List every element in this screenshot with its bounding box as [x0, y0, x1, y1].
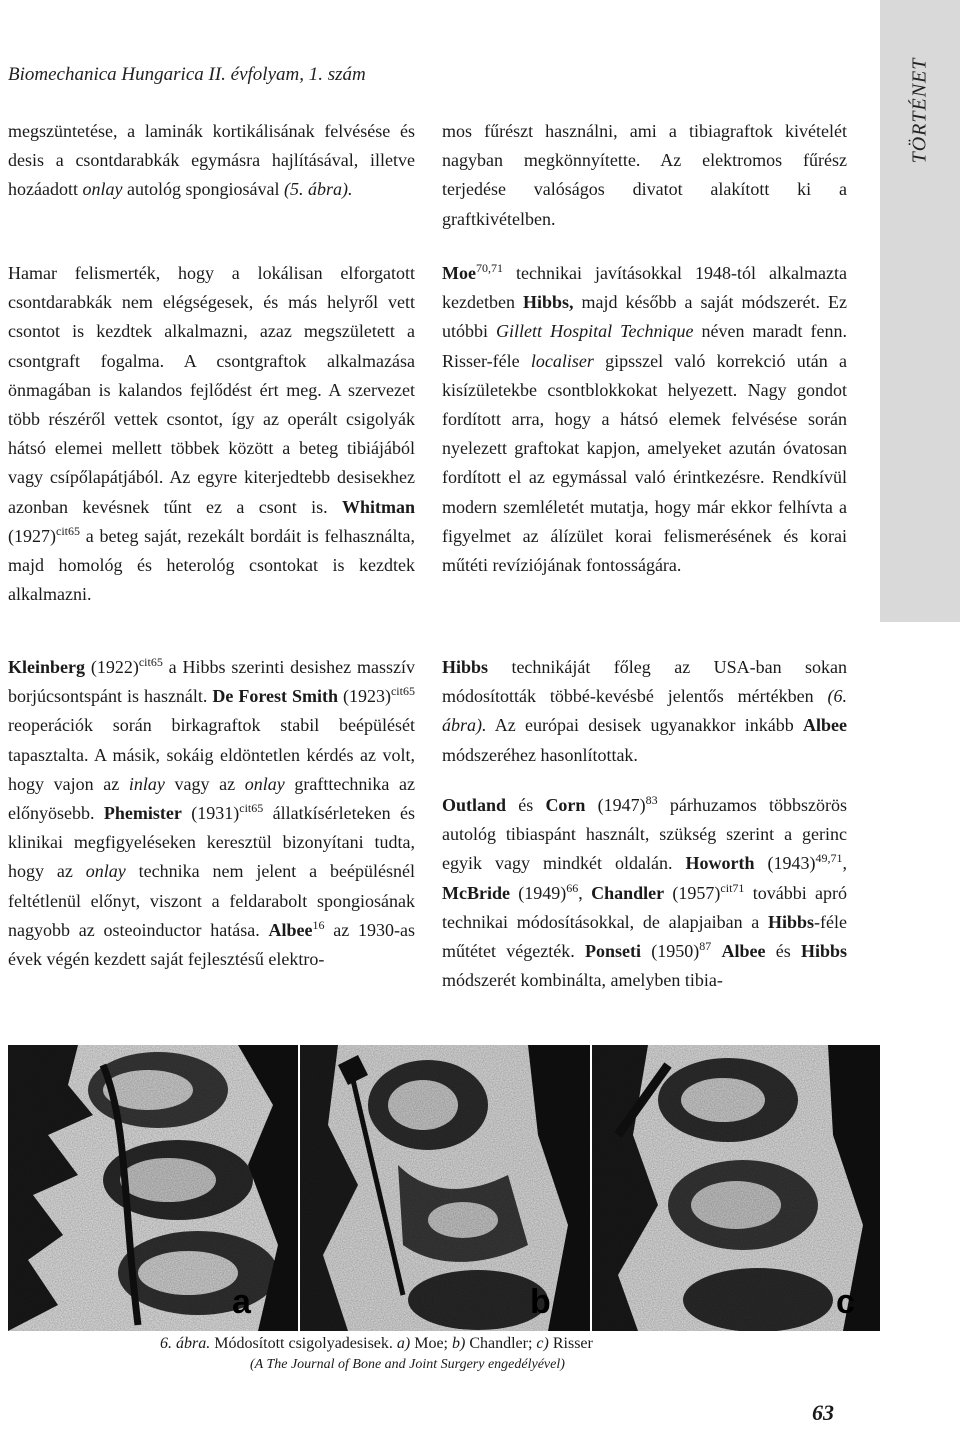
- text-run: Hamar felismerték, hogy a lokálisan elforgatott csontdarabkák nem elégségesek, és más helyről vett csontot is kezdtek alkalmazni, azaz megszületett a csontgraft fogalma. A csontgraftok alkalmazása önmagában is kalandos fejlődést ért meg. A szervezet több részéről vettek csontot, így az operált csigolyák hátsó elemei mellett többek között a beteg tibiájából vagy csípőlapátjából. Az egyre kiterjedtebb desisekhez azonban kevésnek tűnt ez a csont is.: [8, 263, 415, 517]
- bold-text: Albee: [721, 941, 766, 962]
- paragraph: [442, 653, 847, 770]
- bold-text: De Forest Smith: [212, 686, 339, 707]
- text-run: Risser: [548, 1335, 593, 1352]
- bold-text: Hibbs: [442, 657, 489, 677]
- right-column-paragraph-3: [442, 653, 847, 770]
- bold-text: Hibbs: [768, 911, 815, 932]
- text-run: technika nem jelent a beépülésnél feltétlenül előnyt, viszont a feldarabolt spongiosának nagyobb az osteoinductor hatása.: [8, 861, 415, 940]
- citation-superscript: 70,71: [475, 261, 503, 275]
- italic-text: onlay: [82, 179, 123, 200]
- text-run: (1950): [640, 941, 700, 962]
- text-run: és: [765, 941, 801, 962]
- text-run: mos fűrészt használni, ami a tibiagraftok kivételét nagyban megkönnyítette. Az elektromos fűrész terjedése valóságos divatot alakított ki a graftkivételben.: [442, 121, 847, 229]
- text-run: (1931): [181, 803, 240, 824]
- text-run: (1927): [8, 525, 56, 546]
- text-run: vagy az: [164, 773, 245, 794]
- italic-text: c): [536, 1335, 549, 1352]
- text-run: néven maradt fenn. Risser-féle: [442, 321, 847, 371]
- bold-text: Hibbs: [800, 941, 847, 962]
- bold-text: Hibbs,: [522, 292, 574, 313]
- citation-superscript: 66: [566, 880, 579, 895]
- text-run: grafttechnika az előnyösebb.: [8, 773, 415, 824]
- page-number: 63: [812, 1400, 834, 1425]
- italic-text: inlay: [128, 773, 165, 794]
- bold-text: Outland: [442, 795, 507, 815]
- text-run: a Hibbs szerinti desishez masszív borjúcsontspánt is használt.: [8, 657, 415, 707]
- paragraph: [442, 791, 847, 995]
- text-run: (1923): [338, 686, 391, 707]
- text-run: -féle műtétet végezték.: [442, 911, 847, 962]
- text-run: (1943): [754, 853, 816, 874]
- text-run: reoperációk során birkagraftok stabil beépülését tapasztalta. A másik, sokáig eldöntetlen kérdés az volt, hogy vajon az: [8, 715, 415, 794]
- paragraph: [8, 653, 415, 974]
- text-run: a beteg saját, rezekált bordáit is felhasználta, majd homológ és heterológ csontokat is kezdtek alkalmazni.: [8, 525, 415, 605]
- text-run: (1949): [509, 882, 567, 903]
- figure-caption: [160, 1335, 593, 1353]
- citation-superscript: cit65: [56, 523, 80, 538]
- text-run: ,: [842, 853, 847, 874]
- text-run: módszeréhez hasonlítottak.: [442, 744, 638, 765]
- section-tab: [880, 0, 960, 622]
- text-run: Moe;: [410, 1335, 452, 1352]
- section-tab-label-wrap: [880, 0, 960, 220]
- text-run: technikai javításokkal 1948-tól alkalmazta kezdetben: [442, 263, 847, 313]
- paragraph: [8, 259, 415, 609]
- italic-text: localiser: [530, 350, 594, 371]
- paragraph: [442, 117, 847, 234]
- bold-text: Albee: [268, 919, 313, 940]
- text-run: megszüntetése, a laminák kortikálisának felvésése és desis a csontdarabkák egymásra hajlításával, illetve hozáadott: [8, 121, 415, 200]
- bold-text: Chandler: [591, 882, 665, 903]
- spine-illustrations: [8, 1045, 880, 1331]
- text-run: módszerét kombinálta, amelyben tibia-: [442, 970, 723, 991]
- left-column-paragraph-2: [8, 259, 415, 609]
- paragraph: [8, 117, 415, 205]
- italic-text: (6. ábra).: [442, 686, 847, 736]
- paragraph: [442, 259, 847, 580]
- bold-text: Ponseti: [584, 941, 641, 962]
- left-column-paragraph-3: [8, 653, 415, 974]
- text-run: technikáját főleg az USA-ban sokan módosították többé-kevésbé jelentős mértékben: [442, 657, 847, 707]
- citation-superscript: 87: [699, 939, 712, 954]
- panel-label-b: b: [530, 1283, 551, 1321]
- citation-superscript: cit71: [720, 880, 745, 895]
- text-run: és: [506, 795, 546, 815]
- right-column-paragraph-2: [442, 259, 847, 580]
- citation-superscript: cit65: [138, 655, 163, 669]
- italic-text: a): [396, 1335, 411, 1352]
- bold-text: Albee: [803, 715, 847, 736]
- italic-text: 6. ábra.: [160, 1335, 211, 1352]
- bold-text: Whitman: [341, 496, 415, 517]
- citation-superscript: 49,71: [815, 851, 843, 866]
- left-column-paragraph-1: [8, 117, 415, 205]
- figure-credit: (A The Journal of Bone and Joint Surgery engedélyével): [250, 1357, 565, 1372]
- text-run: párhuzamos többszörös autológ tibiaspánt használt, szükség szerint a gerinc egyik vagy mindkét oldalán.: [442, 795, 848, 874]
- bold-text: Corn: [545, 795, 586, 815]
- bold-text: Kleinberg: [8, 657, 85, 677]
- bold-text: Moe: [442, 263, 476, 283]
- italic-text: onlay: [85, 861, 126, 882]
- text-run: Az európai desisek ugyanakkor inkább: [486, 715, 803, 736]
- citation-superscript: cit65: [239, 801, 264, 816]
- right-column-paragraph-1: [442, 117, 847, 234]
- figure-spine-illustrations: [8, 1045, 880, 1331]
- text-run: állatkísérleteken és klinikai megfigyeléseken keresztül bizonyítani tudta, hogy az: [8, 803, 415, 882]
- italic-text: onlay: [244, 773, 285, 794]
- text-run: az 1930-as évek végén kezdett saját fejlesztésű elektro-: [8, 919, 416, 970]
- bold-text: Howorth: [685, 853, 755, 874]
- journal-header: Biomechanica Hungarica II. évfolyam, 1. szám: [8, 64, 366, 85]
- text-run: majd később a saját módszerét. Ez utóbbi: [442, 292, 847, 342]
- figure-panel-a: [8, 1045, 298, 1331]
- text-run: további apró technikai módosításokkal, de alapjaiban a: [442, 882, 847, 932]
- citation-superscript: cit65: [390, 684, 415, 699]
- text-run: [711, 941, 721, 961]
- italic-text: Gillett Hospital Technique: [496, 321, 694, 342]
- bold-text: McBride: [442, 882, 510, 903]
- citation-superscript: 83: [645, 793, 658, 807]
- bold-text: Phemister: [103, 803, 182, 824]
- text-run: autológ spongiosával: [122, 179, 284, 200]
- text-run: (1922): [85, 657, 139, 677]
- section-tab-label: TÖRTÉNET: [908, 57, 931, 163]
- right-column-paragraph-4: [442, 791, 847, 995]
- text-run: (1957): [664, 882, 721, 903]
- panel-label-a: a: [232, 1283, 251, 1321]
- italic-text: (5. ábra).: [283, 179, 353, 200]
- panel-label-c: c: [836, 1283, 855, 1321]
- italic-text: b): [452, 1335, 466, 1352]
- text-run: ,: [578, 882, 592, 903]
- text-run: (1947): [585, 795, 646, 815]
- citation-superscript: 16: [312, 917, 325, 932]
- text-run: Chandler;: [465, 1335, 537, 1352]
- text-run: Módosított csigolyadesisek.: [210, 1335, 397, 1352]
- text-run: gipsszel való korrekció után a kisízületekbe csontblokkokat helyezett. Nagy gondot fordított arra, hogy a hátsó elemek felvésése során nyelezett graftokat kapjon, amelyeket azután óvatosan fordított el az egymással való érintkezésre. Rendkívül modern szemléletét mutatja, hogy már ekkor felhívta a figyelmet az álízület korai felismerésének és korai műtéti revíziójának fontosságára.: [442, 350, 847, 576]
